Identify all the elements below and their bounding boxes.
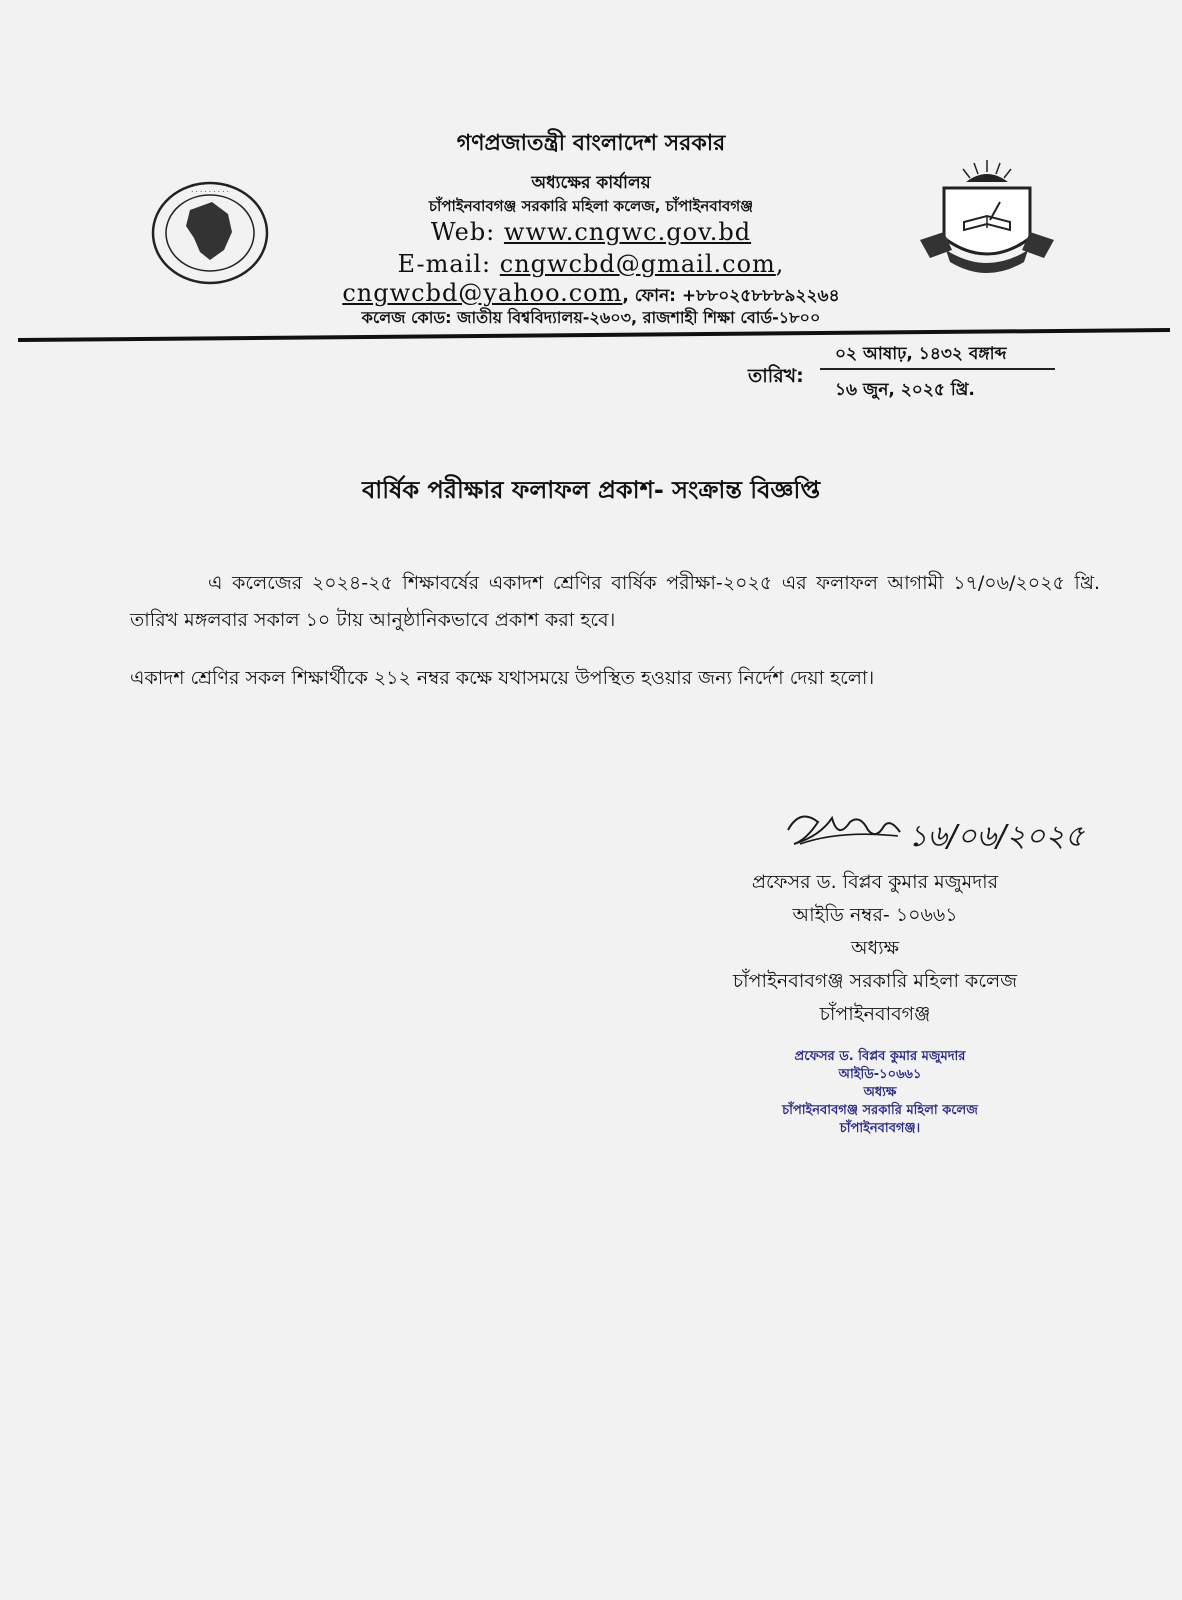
signatory-college: চাঁপাইনবাবগঞ্জ সরকারি মহিলা কলেজ (732, 970, 1018, 992)
signatory-id: আইডি নম্বর- ১০৬৬১ (792, 904, 958, 926)
signatory-designation: অধ্যক্ষ (850, 937, 899, 959)
svg-text:· · · · · · · · ·: · · · · · · · · · (191, 188, 229, 196)
official-stamp (730, 1048, 1030, 1138)
date-divider (820, 368, 1055, 370)
email-line: E-mail: cngwcbd@gmail.com, (397, 250, 785, 278)
signatory-name: প্রফেসর ড. বিপ্লব কুমার মজুমদার (751, 871, 999, 893)
signatory-district: চাঁপাইনবাবগঞ্জ (819, 1003, 931, 1025)
stamp-college: চাঁপাইনবাবগঞ্জ সরকারি মহিলা কলেজ (782, 1103, 978, 1118)
stamp-designation: অধ্যক্ষ (863, 1085, 897, 1100)
email-label: E-mail: (397, 250, 492, 278)
date-label: তারিখ: (748, 365, 804, 387)
date-english: ১৬ জুন, ২০২৫ খ্রি. (835, 380, 975, 400)
phone-number: , ফোন: +৮৮০২৫৮৮৮৯২২৬৪ (622, 286, 840, 306)
signatory-block (690, 866, 1060, 1031)
email-yahoo-link[interactable]: cngwcbd@yahoo.com (342, 279, 623, 307)
stamp-id: আইডি-১০৬৬১ (838, 1067, 922, 1082)
office-name: অধ্যক্ষের কার্যালয় (531, 173, 651, 193)
web-label: Web: (430, 218, 496, 246)
college-code: কলেজ কোড: জাতীয় বিশ্ববিদ্যালয়-২৬০৩, রাজশাহী শিক্ষা বোর্ড-১৮০০ (361, 308, 821, 327)
notice-paragraph-1: এ কলেজের ২০২৪-২৫ শিক্ষাবর্ষের একাদশ শ্রেণির বার্ষিক পরীক্ষা-২০২৫ এর ফলাফল আগামী ১৭/০৬/২০২৫ খ্রি. তারিখ মঙ্গলবার সকাল ১০ টায় আনুষ্ঠানিকভাবে প্রকাশ করা হবে। (130, 572, 1100, 631)
web-url-link[interactable]: www.cngwc.gov.bd (503, 218, 752, 246)
stamp-name: প্রফেসর ড. বিপ্লব কুমার মজুমদার (794, 1049, 966, 1064)
signature (780, 800, 1100, 862)
college-address: চাঁপাইনবাবগঞ্জ সরকারি মহিলা কলেজ, চাঁপাইনবাবগঞ্জ (428, 197, 754, 215)
signature-date: ১৬/০৬/২০২৫ (908, 819, 1085, 854)
web-line (0, 218, 1182, 246)
stamp-district: চাঁপাইনবাবগঞ্জ। (839, 1121, 921, 1136)
date-bangla: ০২ আষাঢ়, ১৪৩২ বঙ্গাব্দ (835, 344, 1007, 364)
email-gmail-link[interactable]: cngwcbd@gmail.com (499, 250, 776, 278)
notice-subject: বার্ষিক পরীক্ষার ফলাফল প্রকাশ- সংক্রান্ত বিজ্ঞপ্তি (361, 476, 821, 504)
notice-paragraph-2: একাদশ শ্রেণির সকল শিক্ষার্থীকে ২১২ নম্বর কক্ষে যথাসময়ে উপস্থিত হওয়ার জন্য নির্দেশ দেয়া হলো। (130, 667, 875, 689)
government-title: গণপ্রজাতন্ত্রী বাংলাদেশ সরকার (456, 131, 726, 156)
